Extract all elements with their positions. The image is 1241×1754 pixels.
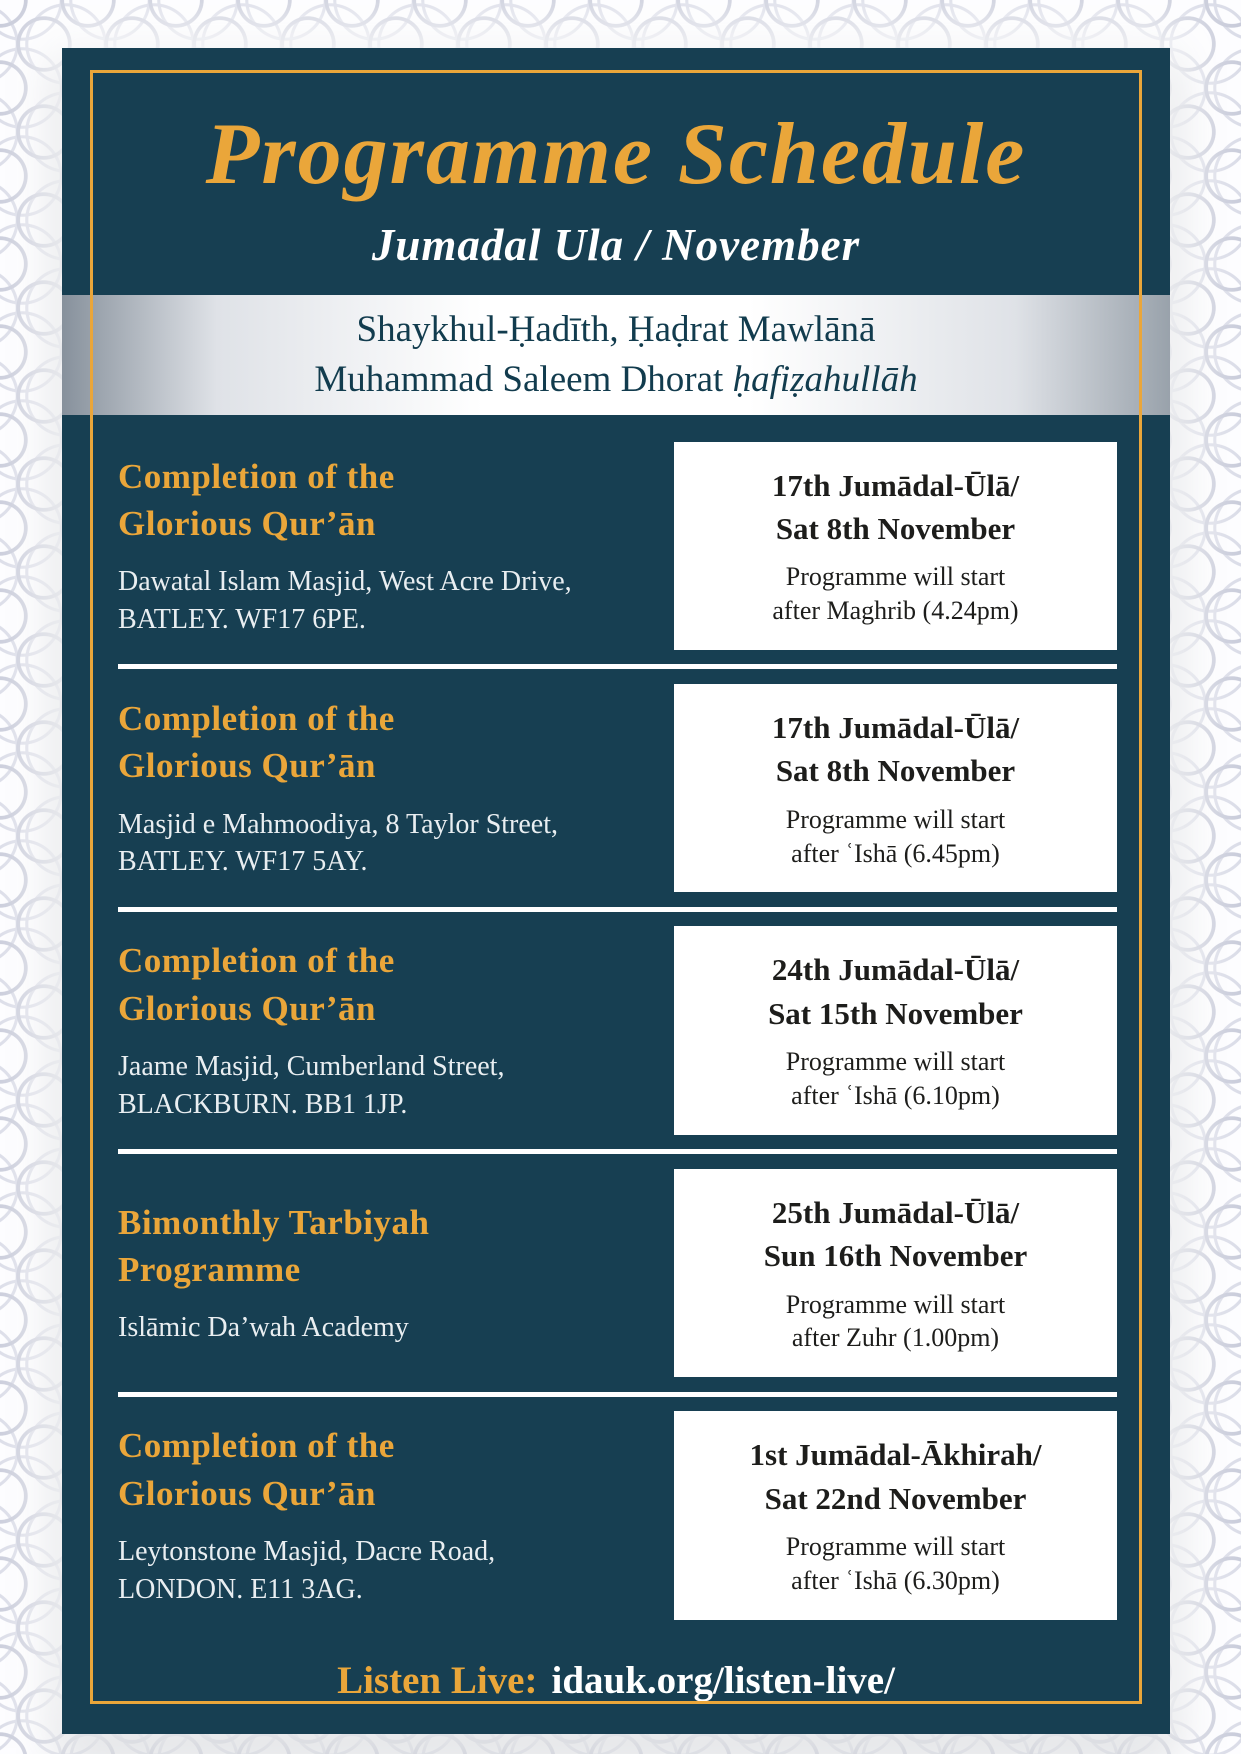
event-date-hijri: 25th Jumādal-Ūlā/: [771, 1194, 1020, 1230]
event-start-time: [682, 1288, 1109, 1356]
event-info: [118, 453, 638, 639]
event-venue-line2: BLACKBURN. BB1 1JP.: [118, 1088, 408, 1120]
event-title: [118, 1199, 638, 1294]
event-venue: [118, 1048, 638, 1124]
event-title-line2: Glorious Qur’ān: [118, 988, 377, 1028]
event-date-hijri: 17th Jumādal-Ūlā/: [771, 467, 1020, 503]
events-list: [62, 415, 1170, 1642]
event-info: [118, 937, 638, 1123]
event-info: [118, 1422, 638, 1608]
event-venue: [118, 563, 638, 639]
event-date-hijri: 24th Jumādal-Ūlā/: [771, 952, 1020, 988]
event-venue-line2: LONDON. E11 3AG.: [118, 1573, 363, 1605]
page-title: Programme Schedule: [205, 106, 1027, 203]
event-title-line2: Glorious Qur’ān: [118, 1473, 377, 1513]
event-info: [118, 695, 638, 881]
event-date-box: [674, 1411, 1117, 1619]
event-title-line1: Completion of the: [118, 1426, 395, 1466]
event-venue-line1: Dawatal Islam Masjid, West Acre Drive,: [118, 566, 572, 598]
event-date: [682, 706, 1109, 793]
event-title-line1: Completion of the: [118, 699, 395, 739]
speaker-banner: [62, 295, 1170, 415]
poster-footer: [62, 1642, 1170, 1734]
event-venue-line1: Jaame Masjid, Cumberland Street,: [118, 1050, 505, 1082]
poster-header: [62, 48, 1170, 295]
event-venue-line2: BATLEY. WF17 5AY.: [118, 846, 368, 878]
event-date: [682, 1191, 1109, 1278]
event-start-line1: Programme will start: [785, 804, 1006, 834]
event-title-line1: Bimonthly Tarbiyah: [118, 1202, 430, 1242]
event-title: [118, 1422, 638, 1517]
event-date-gregorian: Sat 8th November: [775, 753, 1016, 789]
event-start-line2: after Zuhr (1.00pm): [791, 1323, 1000, 1353]
event-title: [118, 453, 638, 548]
event-venue-line1: Leytonstone Masjid, Dacre Road,: [118, 1535, 496, 1567]
event-title-line1: Completion of the: [118, 456, 395, 496]
event-date-gregorian: Sat 22nd November: [764, 1480, 1027, 1516]
listen-live-label: Listen Live:: [337, 1658, 538, 1702]
event-start-line1: Programme will start: [785, 1531, 1006, 1561]
event-title: [118, 695, 638, 790]
event-venue-line1: Islāmic Da’wah Academy: [118, 1312, 409, 1344]
event-venue-line1: Masjid e Mahmoodiya, 8 Taylor Street,: [118, 808, 559, 840]
event-date-hijri: 1st Jumādal-Ākhirah/: [749, 1437, 1042, 1473]
event-date-box: [674, 684, 1117, 892]
event-venue: [118, 806, 638, 882]
event-start-line2: after ʿIshā (6.45pm): [791, 838, 1000, 868]
event-title-line2: Glorious Qur’ān: [118, 746, 377, 786]
event-start-line2: after Maghrib (4.24pm): [772, 596, 1019, 626]
event-start-time: [682, 803, 1109, 871]
event-start-time: [682, 1045, 1109, 1113]
speaker-name-line2: [62, 355, 1170, 405]
event-start-line2: after ʿIshā (6.30pm): [791, 1565, 1000, 1595]
speaker-name-line1: Shaykhul-Ḥadīth, Ḥaḍrat Mawlānā: [356, 309, 876, 351]
event-start-line1: Programme will start: [785, 1289, 1006, 1319]
listen-live-url: idauk.org/listen-live/: [551, 1658, 895, 1702]
event-start-time: [682, 1530, 1109, 1598]
event-start-time: [682, 560, 1109, 628]
event-date-gregorian: Sun 16th November: [763, 1238, 1028, 1274]
event-start-line2: after ʿIshā (6.10pm): [791, 1080, 1000, 1110]
event-start-line1: Programme will start: [785, 562, 1006, 592]
event-row: [118, 1397, 1117, 1634]
event-row: [118, 912, 1117, 1149]
event-row: [118, 1154, 1117, 1391]
event-date-gregorian: Sat 8th November: [775, 510, 1016, 546]
event-venue: [118, 1309, 638, 1347]
event-date-box: [674, 442, 1117, 650]
event-date-box: [674, 926, 1117, 1134]
poster-card: [62, 48, 1170, 1734]
event-info: [118, 1199, 638, 1347]
event-date: [682, 1433, 1109, 1520]
event-row: [118, 427, 1117, 664]
event-title-line1: Completion of the: [118, 941, 395, 981]
speaker-name: Muhammad Saleem Dhorat: [314, 359, 724, 400]
page-subtitle: Jumadal Ula / November: [371, 220, 861, 270]
event-row: [118, 669, 1117, 906]
event-date-box: [674, 1169, 1117, 1377]
event-title-line2: Glorious Qur’ān: [118, 503, 377, 543]
speaker-honorific: ḥafiẓahullāh: [732, 359, 918, 400]
event-venue-line2: BATLEY. WF17 6PE.: [118, 603, 366, 635]
event-title: [118, 937, 638, 1032]
event-date-gregorian: Sat 15th November: [768, 995, 1023, 1031]
event-date: [682, 948, 1109, 1035]
event-venue: [118, 1533, 638, 1609]
event-date: [682, 464, 1109, 551]
event-date-hijri: 17th Jumādal-Ūlā/: [771, 709, 1020, 745]
event-start-line1: Programme will start: [785, 1047, 1006, 1077]
event-title-line2: Programme: [118, 1250, 301, 1290]
